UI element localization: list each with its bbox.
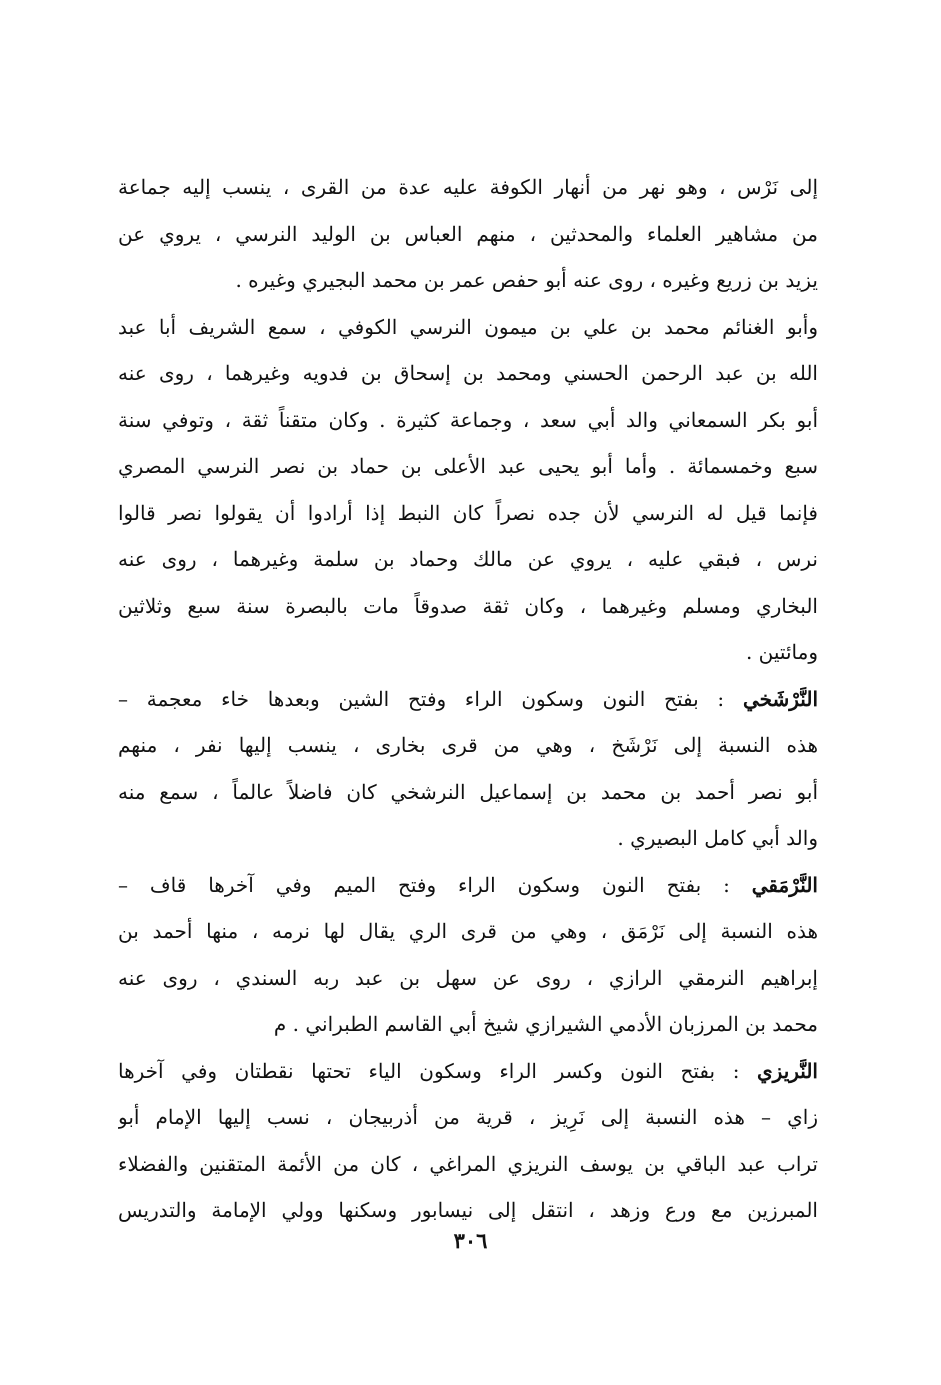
page-number: ٣٠٦ xyxy=(453,1228,488,1253)
entry-heading-line xyxy=(118,676,818,723)
text-line: ومائتين . xyxy=(745,640,818,664)
text-line: سبع وخمسمائة . وأما أبو يحيى عبد الأعلى بن حماد بن نصر النرسي المصري xyxy=(118,454,818,478)
body-text xyxy=(118,164,818,1234)
entry-definition: : بفتح النون وكسر الراء وسكون الياء تحتها نقطتان وفي آخرها xyxy=(118,1058,758,1083)
text-line: أبو بكر السمعاني والد أبي سعد ، وجماعة كثيرة . وكان متقناً ثقة ، وتوفي سنة xyxy=(118,407,818,432)
text-line: محمد بن المرزبان الأدمي الشيرازي شيخ أبي القاسم الطبراني . م xyxy=(273,1012,818,1036)
entry-heading: النَّرْشَخي xyxy=(742,686,818,711)
entry-heading: النَّريزي xyxy=(757,1058,818,1083)
entry-definition: : بفتح النون وسكون الراء وفتح الشين وبعدها خاء معجمة – xyxy=(118,686,743,711)
entry-definition: : بفتح النون وسكون الراء وفتح الميم وفي آخرها قاف – xyxy=(118,872,752,897)
text-line: إبراهيم النرمقي الرازي ، روى عن سهل بن عبد ربه السندي ، روى عنه xyxy=(118,965,818,990)
text-line: المبرزين مع ورع وزهد ، انتقل إلى نيسابور وسكنها وولي الإمامة والتدريس xyxy=(118,1198,818,1222)
text-line: زاي – هذه النسبة إلى نَرِيز ، قرية من أذربيجان ، نسب إليها الإمام أبو xyxy=(118,1105,818,1129)
text-line: البخاري ومسلم وغيرهما ، وكان ثقة صدوقاً مات بالبصرة سنة سبع وثلاثين xyxy=(118,593,818,618)
text-line: إلى نَرْس ، وهو نهر من أنهار الكوفة عليه عدة من القرى ، ينسب إليه جماعة xyxy=(118,175,818,199)
text-line: نرس ، فبقي عليه ، يروي عن مالك وحماد بن سلمة وغيرهما ، روى عنه xyxy=(118,547,818,571)
text-line: هذه النسبة إلى نَرْمَق ، وهي من قرى الري يقال لها نرمه ، منها أحمد بن xyxy=(118,919,818,943)
text-line: والد أبي كامل البصيري . xyxy=(617,826,818,850)
text-line: الله بن عبد الرحمن الحسني ومحمد بن إسحاق بن فدويه وغيرهما ، روى عنه xyxy=(118,361,818,385)
entry-heading: النَّرْمَقي xyxy=(751,872,818,897)
entry-heading-line xyxy=(118,1048,818,1095)
text-line: وأبو الغنائم محمد بن علي بن ميمون النرسي الكوفي ، سمع الشريف أبا عبد xyxy=(118,314,818,339)
text-line: من مشاهير العلماء والمحدثين ، منهم العباس بن الوليد النرسي ، يروي عن xyxy=(118,221,818,246)
text-line: يزيد بن زريع وغيره ، روى عنه أبو حفص عمر بن محمد البجيري وغيره . xyxy=(235,268,818,292)
text-line: هذه النسبة إلى نَرْشَخ ، وهي من قرى بخارى ، ينسب إليها نفر ، منهم xyxy=(118,733,818,757)
text-line: تراب عبد الباقي بن يوسف النريزي المراغي ، كان من الأئمة المتقنين والفضلاء xyxy=(118,1151,818,1176)
text-line: فإنما قيل له النرسي لأن جده نصراً كان النبط إذا أرادوا أن يقولوا نصر قالوا xyxy=(118,500,818,525)
text-line: أبو نصر أحمد بن محمد بن إسماعيل النرشخي كان فاضلاً عالماً ، سمع منه xyxy=(118,779,818,804)
entry-heading-line xyxy=(118,862,818,909)
